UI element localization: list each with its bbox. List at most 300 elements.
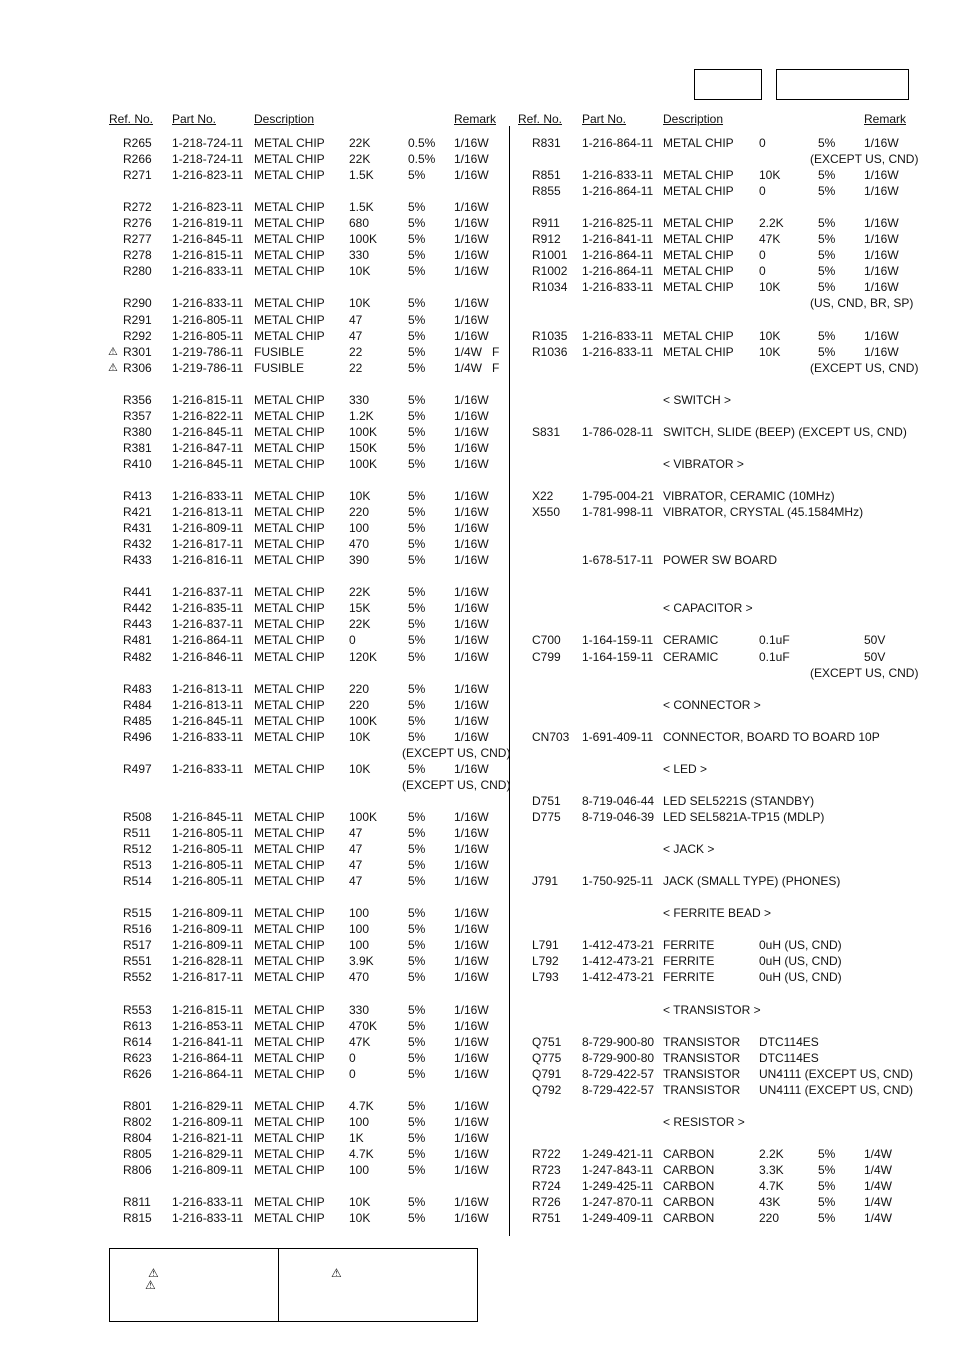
table-row	[510, 841, 954, 857]
table-row	[0, 536, 509, 552]
cell-desc: METAL CHIP	[254, 232, 325, 247]
blank-row	[510, 376, 954, 392]
cell-rem: 1/16W	[454, 1098, 489, 1113]
cell-tol: 5%	[408, 392, 426, 407]
cell-val: 10K	[759, 280, 781, 295]
right-parts-table	[510, 135, 954, 1226]
cell-tol: 5%	[408, 408, 426, 423]
cell-part: 1-216-833-11	[172, 489, 244, 504]
table-row	[0, 745, 509, 761]
table-row	[0, 424, 509, 440]
cell-tol: 5%	[408, 168, 426, 183]
cell-tol: 5%	[408, 1195, 426, 1210]
table-row	[0, 360, 509, 376]
cell-desc: METAL CHIP	[254, 1114, 325, 1129]
cell-val: 47	[349, 312, 363, 327]
table-row	[510, 424, 954, 440]
cell-part: 1-218-724-11	[172, 152, 244, 167]
cell-rem: 1/16W	[454, 456, 489, 471]
cell-ref: R1001	[532, 248, 568, 263]
cell-val: 390	[349, 553, 370, 568]
cell-val: 470K	[349, 1018, 378, 1033]
cell-ref: R265	[123, 136, 152, 150]
cell-part: 1-216-825-11	[582, 216, 654, 231]
cell-desc: TRANSISTOR	[663, 1034, 741, 1049]
cell-part: 1-216-841-11	[582, 232, 654, 247]
cell-ref: R1035	[532, 328, 568, 343]
cell-val: 0	[349, 1066, 356, 1081]
cell-val: UN4111 (EXCEPT US, CND)	[759, 1082, 914, 1097]
cell-tol: 5%	[408, 874, 426, 889]
cell-desc: JACK (SMALL TYPE) (PHONES)	[663, 874, 841, 889]
cell-val: 10K	[349, 1211, 371, 1226]
cell-part: 1-216-853-11	[172, 1018, 244, 1033]
cell-desc: METAL CHIP	[254, 392, 325, 407]
cell-desc: METAL CHIP	[254, 649, 325, 664]
cell-rem: 1/16W	[454, 521, 489, 536]
cell-val: 22	[349, 344, 363, 359]
cell-part: 1-216-817-11	[172, 970, 244, 985]
cell-desc: METAL CHIP	[254, 537, 325, 552]
cell-rem: 1/16W	[454, 842, 489, 857]
cell-part: 8-719-046-44	[582, 793, 655, 808]
table-row	[0, 488, 509, 504]
table-row	[0, 1210, 509, 1226]
table-row	[0, 1098, 509, 1114]
table-row	[0, 344, 509, 360]
cell-desc: METAL CHIP	[254, 1146, 325, 1161]
cell-part: 1-216-864-11	[172, 633, 244, 648]
cell-tol: 5%	[408, 585, 426, 600]
cell-part: 1-216-864-11	[582, 136, 654, 150]
blank-row	[510, 472, 954, 488]
cell-tol: 0.5%	[408, 152, 436, 167]
cell-desc: CARBON	[663, 1146, 715, 1161]
cell-rem: 1/4W	[864, 1195, 893, 1210]
cell-part: 1-781-998-11	[582, 505, 654, 520]
cell-tol: 5%	[408, 489, 426, 504]
table-row	[0, 905, 509, 921]
cell-desc: METAL CHIP	[254, 505, 325, 520]
cell-tol: 5%	[408, 1002, 426, 1017]
cell-part: 1-164-159-11	[582, 649, 654, 664]
cell-tol: 5%	[408, 553, 426, 568]
cell-ref: R301	[123, 344, 152, 359]
cell-ref: R726	[532, 1195, 561, 1210]
cell-ref: R626	[123, 1066, 152, 1081]
table-row	[0, 1114, 509, 1130]
cell-part: 1-216-845-11	[172, 456, 244, 471]
cell-val: 22	[349, 360, 363, 375]
cell-val: 330	[349, 392, 370, 407]
cell-desc: CERAMIC	[663, 633, 719, 648]
cell-desc: METAL CHIP	[254, 697, 325, 712]
cell-tol: 5%	[408, 922, 426, 937]
cell-tol: 5%	[408, 505, 426, 520]
cell-ref: Q791	[532, 1066, 562, 1081]
table-row	[0, 1034, 509, 1050]
cell-desc: METAL CHIP	[254, 601, 325, 616]
cell-desc: METAL CHIP	[254, 521, 325, 536]
cell-ref: R496	[123, 729, 152, 744]
cell-ref: R811	[123, 1195, 151, 1210]
cell-note: (US, CND, BR, SP)	[810, 296, 914, 311]
cell-tol: 5%	[818, 264, 836, 279]
cell-part: 1-249-409-11	[582, 1211, 654, 1226]
cell-tol: 5%	[408, 344, 426, 359]
blank-row	[0, 472, 509, 488]
table-row	[0, 697, 509, 713]
table-row	[0, 1050, 509, 1066]
cell-tol: 5%	[818, 1146, 836, 1161]
cell-rem: 1/16W	[864, 232, 899, 247]
blank-row	[0, 665, 509, 681]
cell-rem: 1/4W	[864, 1211, 893, 1226]
cell-tol: 5%	[408, 200, 426, 215]
cell-ref: C799	[532, 649, 561, 664]
cell-val: 22K	[349, 152, 371, 167]
table-row	[510, 873, 954, 889]
cell-desc: METAL CHIP	[254, 1211, 325, 1226]
cell-ref: R290	[123, 296, 152, 311]
table-row	[510, 279, 954, 295]
cell-part: 1-412-473-21	[582, 954, 655, 969]
cell-rem: 1/4W	[864, 1179, 893, 1194]
cell-part: 1-216-864-11	[582, 264, 654, 279]
cell-val: 0	[349, 633, 356, 648]
table-row	[0, 440, 509, 456]
cell-tol: 5%	[408, 328, 426, 343]
cell-desc: < JACK >	[663, 842, 715, 857]
cell-flag: F	[492, 360, 500, 375]
cell-val: 100K	[349, 424, 378, 439]
cell-desc: METAL CHIP	[254, 633, 325, 648]
blank-row	[510, 312, 954, 328]
table-row	[510, 328, 954, 344]
table-row	[510, 600, 954, 616]
cell-ref: R441	[123, 585, 152, 600]
blank-row	[510, 408, 954, 424]
cell-part: 1-216-815-11	[172, 248, 244, 263]
cell-rem: 1/16W	[454, 537, 489, 552]
cell-rem: 1/16W	[454, 424, 489, 439]
table-row	[0, 504, 509, 520]
cell-rem: 1/16W	[454, 1114, 489, 1129]
cell-ref: R442	[123, 601, 152, 616]
cell-ref: R481	[123, 633, 152, 648]
table-row	[510, 263, 954, 279]
table-row	[0, 167, 509, 183]
blank-row	[510, 681, 954, 697]
cell-rem: 1/16W	[454, 392, 489, 407]
cell-part: 1-216-829-11	[172, 1146, 244, 1161]
cell-tol: 5%	[408, 617, 426, 632]
cell-rem: 1/16W	[454, 633, 489, 648]
cell-val: 4.7K	[349, 1098, 374, 1113]
cell-desc: METAL CHIP	[254, 681, 325, 696]
cell-rem: 1/16W	[454, 809, 489, 824]
cell-ref: R515	[123, 906, 152, 921]
cell-part: 1-216-815-11	[172, 1002, 244, 1017]
table-row	[510, 953, 954, 969]
safety-note-box	[109, 1248, 478, 1322]
cell-val: 47	[349, 874, 363, 889]
cell-tol: 5%	[408, 697, 426, 712]
warning-mark-icon: ⚠	[148, 1266, 159, 1280]
table-row	[510, 456, 954, 472]
warning-mark-icon: ⚠	[331, 1266, 342, 1280]
cell-part: 1-216-833-11	[582, 328, 654, 343]
cell-ref: R1036	[532, 344, 568, 359]
cell-part: 1-219-786-11	[172, 360, 244, 375]
cell-val: 100	[349, 1163, 370, 1177]
table-row	[0, 937, 509, 953]
cell-rem: 1/16W	[454, 1146, 489, 1161]
blank-row	[510, 1018, 954, 1034]
cell-desc: METAL CHIP	[254, 729, 325, 744]
cell-val: 2.2K	[759, 1146, 784, 1161]
table-row	[510, 295, 954, 311]
cell-tol: 5%	[818, 216, 836, 231]
cell-tol: 5%	[408, 1066, 426, 1081]
cell-val: 0	[759, 184, 766, 199]
cell-rem: 1/16W	[454, 216, 489, 231]
cell-ref: R512	[123, 842, 152, 857]
table-row	[0, 328, 509, 344]
cell-note: (EXCEPT US, CND)	[402, 745, 511, 760]
table-row	[0, 729, 509, 745]
header-remark: Remark	[864, 112, 907, 126]
cell-val: 100K	[349, 809, 378, 824]
cell-rem: 1/16W	[454, 152, 489, 167]
cell-val: 0uH (US, CND)	[759, 938, 842, 953]
table-row	[510, 809, 954, 825]
cell-tol: 5%	[408, 906, 426, 921]
table-row	[0, 231, 509, 247]
cell-tol: 5%	[818, 1195, 836, 1210]
table-row	[510, 905, 954, 921]
cell-rem: 1/16W	[454, 505, 489, 520]
table-row	[0, 135, 509, 151]
cell-tol: 5%	[408, 858, 426, 873]
header-box-left	[694, 69, 762, 100]
cell-desc: FUSIBLE	[254, 344, 305, 359]
cell-ref: R278	[123, 248, 152, 263]
table-row	[0, 1130, 509, 1146]
cell-val: 10K	[349, 264, 371, 279]
cell-val: 0	[759, 248, 766, 263]
cell-val: 10K	[349, 296, 371, 311]
cell-tol: 0.5%	[408, 136, 436, 150]
blank-row	[0, 793, 509, 809]
cell-val: 100	[349, 906, 370, 921]
cell-val: DTC114ES	[759, 1034, 819, 1049]
table-row	[0, 1066, 509, 1082]
table-row	[510, 552, 954, 568]
cell-part: 1-216-833-11	[172, 1195, 244, 1210]
cell-ref: R291	[123, 312, 152, 327]
cell-rem: 1/16W	[864, 248, 899, 263]
cell-rem: 1/16W	[454, 1034, 489, 1049]
table-row	[510, 488, 954, 504]
cell-desc: VIBRATOR, CRYSTAL (45.1584MHz)	[663, 505, 864, 520]
cell-val: UN4111 (EXCEPT US, CND)	[759, 1066, 914, 1081]
cell-rem: 1/16W	[454, 681, 489, 696]
cell-ref: R381	[123, 440, 152, 455]
cell-val: 0uH (US, CND)	[759, 970, 842, 985]
cell-desc: METAL CHIP	[254, 136, 325, 150]
cell-tol: 5%	[818, 1163, 836, 1177]
cell-part: 1-216-809-11	[172, 906, 244, 921]
cell-desc: METAL CHIP	[254, 312, 325, 327]
cell-desc: VIBRATOR, CERAMIC (10MHz)	[663, 489, 835, 504]
cell-tol: 5%	[408, 1114, 426, 1129]
cell-rem: 1/16W	[454, 200, 489, 215]
table-row	[0, 295, 509, 311]
blank-row	[510, 985, 954, 1001]
table-row	[510, 793, 954, 809]
cell-ref: X22	[532, 489, 554, 504]
cell-part: 1-247-870-11	[582, 1195, 654, 1210]
cell-part: 1-795-004-21	[582, 489, 655, 504]
cell-desc: METAL CHIP	[254, 1130, 325, 1145]
cell-rem: 1/16W	[454, 440, 489, 455]
cell-part: 1-216-837-11	[172, 585, 244, 600]
header-part-no: Part No.	[582, 112, 627, 126]
cell-ref: R802	[123, 1114, 152, 1129]
cell-ref: R1034	[532, 280, 568, 295]
cell-rem: 1/16W	[454, 136, 489, 150]
cell-val: 47K	[759, 232, 781, 247]
cell-desc: FERRITE	[663, 954, 715, 969]
cell-tol: 5%	[818, 344, 836, 359]
cell-rem: 1/16W	[864, 280, 899, 295]
cell-val: 120K	[349, 649, 378, 664]
cell-desc: METAL CHIP	[254, 713, 325, 728]
cell-val: 47	[349, 858, 363, 873]
header-box-right	[776, 69, 909, 100]
cell-ref: Q751	[532, 1034, 562, 1049]
cell-desc: < CAPACITOR >	[663, 601, 753, 616]
cell-ref: R357	[123, 408, 152, 423]
cell-ref: CN703	[532, 729, 570, 744]
table-row	[0, 199, 509, 215]
cell-desc: FERRITE	[663, 970, 715, 985]
cell-rem: 1/16W	[454, 1002, 489, 1017]
cell-desc: LED SEL5221S (STANDBY)	[663, 793, 815, 808]
cell-val: 3.3K	[759, 1163, 784, 1177]
cell-val: 220	[349, 681, 370, 696]
cell-rem: 1/16W	[454, 296, 489, 311]
cell-part: 1-216-805-11	[172, 858, 244, 873]
cell-desc: METAL CHIP	[254, 1034, 325, 1049]
cell-part: 1-216-837-11	[172, 617, 244, 632]
cell-ref: R266	[123, 152, 152, 167]
cell-tol: 5%	[408, 248, 426, 263]
cell-desc: < SWITCH >	[663, 392, 732, 407]
header-description: Description	[254, 112, 315, 126]
blank-row	[510, 520, 954, 536]
cell-desc: METAL CHIP	[254, 1002, 325, 1017]
cell-val: 100	[349, 521, 370, 536]
table-row	[510, 360, 954, 376]
cell-part: 1-216-829-11	[172, 1098, 244, 1113]
cell-tol: 5%	[408, 970, 426, 985]
cell-tol: 5%	[818, 248, 836, 263]
blank-row	[510, 536, 954, 552]
cell-tol: 5%	[818, 232, 836, 247]
cell-val: 3.9K	[349, 954, 374, 969]
table-row	[510, 969, 954, 985]
cell-part: 1-216-864-11	[582, 248, 654, 263]
cell-desc: METAL CHIP	[254, 906, 325, 921]
table-row	[510, 1210, 954, 1226]
cell-ref: R306	[123, 360, 152, 375]
cell-part: 1-216-817-11	[172, 537, 244, 552]
cell-tol: 5%	[818, 184, 836, 199]
cell-tol: 5%	[408, 1018, 426, 1033]
cell-tol: 5%	[408, 729, 426, 744]
blank-row	[510, 440, 954, 456]
cell-ref: R722	[532, 1146, 561, 1161]
cell-val: 10K	[349, 1195, 371, 1210]
cell-val: 43K	[759, 1195, 781, 1210]
cell-part: 1-216-805-11	[172, 312, 244, 327]
cell-rem: 1/16W	[454, 168, 489, 183]
table-row	[510, 167, 954, 183]
cell-tol: 5%	[818, 1179, 836, 1194]
table-row	[0, 713, 509, 729]
cell-rem: 1/16W	[864, 136, 899, 150]
cell-desc: METAL CHIP	[254, 408, 325, 423]
cell-note: (EXCEPT US, CND)	[402, 777, 511, 792]
table-row	[0, 263, 509, 279]
table-row	[510, 761, 954, 777]
cell-ref: R413	[123, 489, 152, 504]
cell-ref: R484	[123, 697, 152, 712]
cell-rem: 1/16W	[454, 264, 489, 279]
cell-ref: R508	[123, 809, 152, 824]
table-row	[0, 151, 509, 167]
cell-desc: METAL CHIP	[254, 152, 325, 167]
cell-ref: R751	[532, 1211, 561, 1226]
cell-part: 1-216-823-11	[172, 200, 244, 215]
table-row	[0, 809, 509, 825]
cell-desc: TRANSISTOR	[663, 1050, 741, 1065]
table-row	[0, 520, 509, 536]
cell-tol: 5%	[408, 633, 426, 648]
table-row	[510, 504, 954, 520]
cell-ref: R356	[123, 392, 152, 407]
table-row	[0, 312, 509, 328]
cell-rem: 1/4W	[454, 360, 483, 375]
header-part-no: Part No.	[172, 112, 217, 126]
cell-ref: R551	[123, 954, 152, 969]
table-row	[0, 1194, 509, 1210]
cell-part: 1-691-409-11	[582, 729, 654, 744]
cell-tol: 5%	[408, 1098, 426, 1113]
cell-ref: R805	[123, 1146, 152, 1161]
cell-rem: 1/16W	[454, 1130, 489, 1145]
cell-ref: R613	[123, 1018, 152, 1033]
cell-ref: L792	[532, 954, 559, 969]
cell-val: 100	[349, 922, 370, 937]
cell-part: 1-216-833-11	[582, 280, 654, 295]
table-row	[510, 1034, 954, 1050]
cell-desc: METAL CHIP	[254, 1195, 325, 1210]
cell-rem: 1/16W	[454, 858, 489, 873]
table-row	[0, 1018, 509, 1034]
